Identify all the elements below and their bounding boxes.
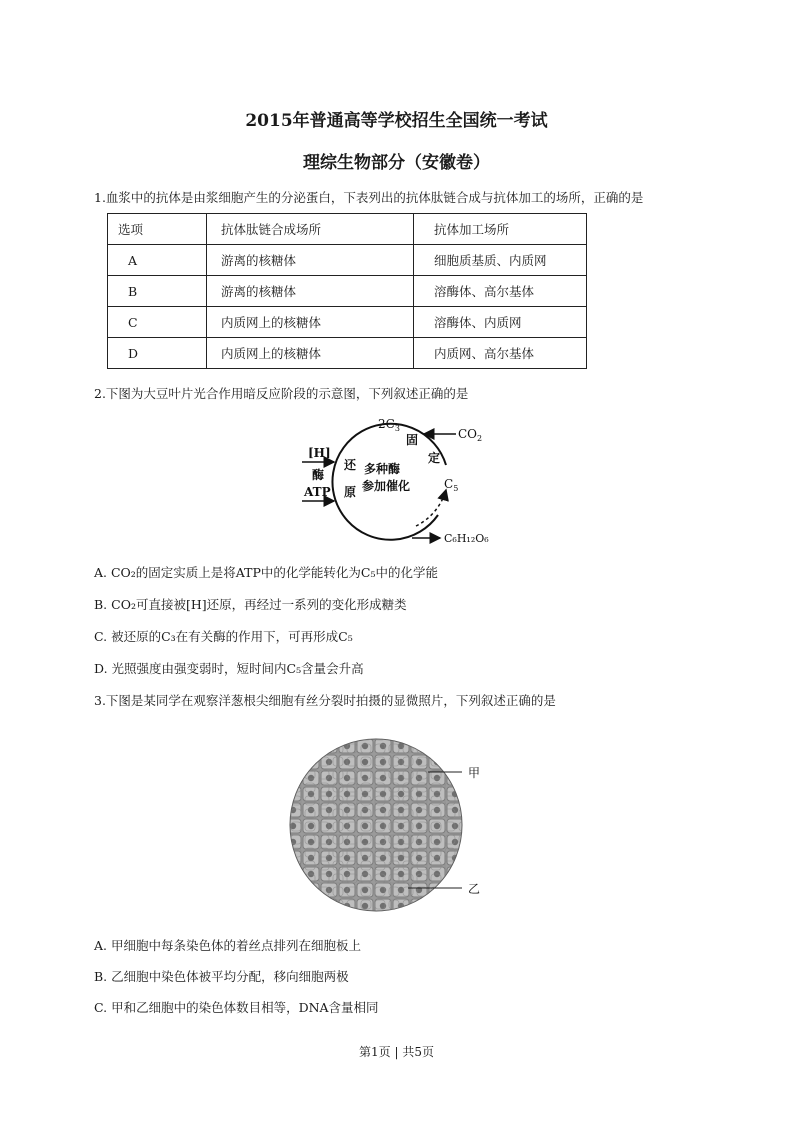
table-header-row [108,214,587,245]
table-cell: A [108,245,207,276]
table-header-cell: 抗体肽链合成场所 [207,214,414,245]
table-header-cell: 抗体加工场所 [414,214,587,245]
q2-option-d: D. 光照强度由强变弱时，短时间内C₅含量会升高 [94,661,364,676]
page-number: 第1页 | 共5页 [359,1045,434,1059]
glucose-label: C₆H₁₂O₆ [444,532,489,545]
exam-subtitle: 理综生物部分（安徽卷） [303,153,490,173]
q3-option-c: C. 甲和乙细胞中的染色体数目相等，DNA含量相同 [94,1000,379,1015]
h-label: [H] [308,446,331,460]
table-cell: 内质网、高尔基体 [414,338,587,369]
co2-label: $CO_2$ [458,427,483,443]
label-jia: 甲 [468,766,481,780]
center-label-1: 多种酶 [364,462,401,476]
q3-option-a: A. 甲细胞中每条染色体的着丝点排列在细胞板上 [94,938,361,953]
label-yi: 乙 [468,882,481,896]
table-cell: C [108,307,207,338]
q2-option-a: A. CO₂的固定实质上是将ATP中的化学能转化为C₅中的化学能 [94,565,438,580]
q2-option-b: B. CO₂可直接被[H]还原，再经过一系列的变化形成糖类 [94,597,407,612]
table-cell: 溶酶体、高尔基体 [414,276,587,307]
reduction-label-2: 原 [344,485,357,499]
micrograph [284,738,504,916]
q2-option-c: C. 被还原的C₃在有关酶的作用下，可再形成C₅ [94,629,353,644]
table-row [108,276,587,307]
atp-label: ATP [304,485,331,499]
table-cell: B [108,276,207,307]
calvin-cycle-diagram [298,410,498,550]
table-cell: 游离的核糖体 [207,245,414,276]
fix-label-1: 固 [406,433,419,447]
regeneration-arc [416,490,446,526]
table-cell: 溶酶体、内质网 [414,307,587,338]
q3-stem: 3.下图是某同学在观察洋葱根尖细胞有丝分裂时拍摄的显微照片，下列叙述正确的是 [94,693,556,708]
q1-stem: 1.血浆中的抗体是由浆细胞产生的分泌蛋白，下表列出的抗体肽链合成与抗体加工的场所，正确的是 [94,190,644,205]
table-cell: 内质网上的核糖体 [207,307,414,338]
table-cell: 游离的核糖体 [207,276,414,307]
c3-label: $2C_3$ [378,417,400,433]
exam-title: 2015年普通高等学校招生全国统一考试 [245,111,548,131]
table-header-cell: 选项 [108,214,207,245]
center-label-2: 参加催化 [362,479,411,493]
reduction-label-1: 还 [344,458,357,472]
q2-stem: 2.下图为大豆叶片光合作用暗反应阶段的示意图，下列叙述正确的是 [94,386,469,401]
q3-option-b: B. 乙细胞中染色体被平均分配，移向细胞两极 [94,969,349,984]
table-row [108,338,587,369]
fix-label-2: 定 [428,451,441,465]
q1-table [107,213,587,369]
enzyme-label: 酶 [312,468,325,482]
table-row [108,245,587,276]
table-row [108,307,587,338]
c5-label: $C_5$ [444,477,459,493]
table-cell: 内质网上的核糖体 [207,338,414,369]
table-cell: D [108,338,207,369]
table-cell: 细胞质基质、内质网 [414,245,587,276]
